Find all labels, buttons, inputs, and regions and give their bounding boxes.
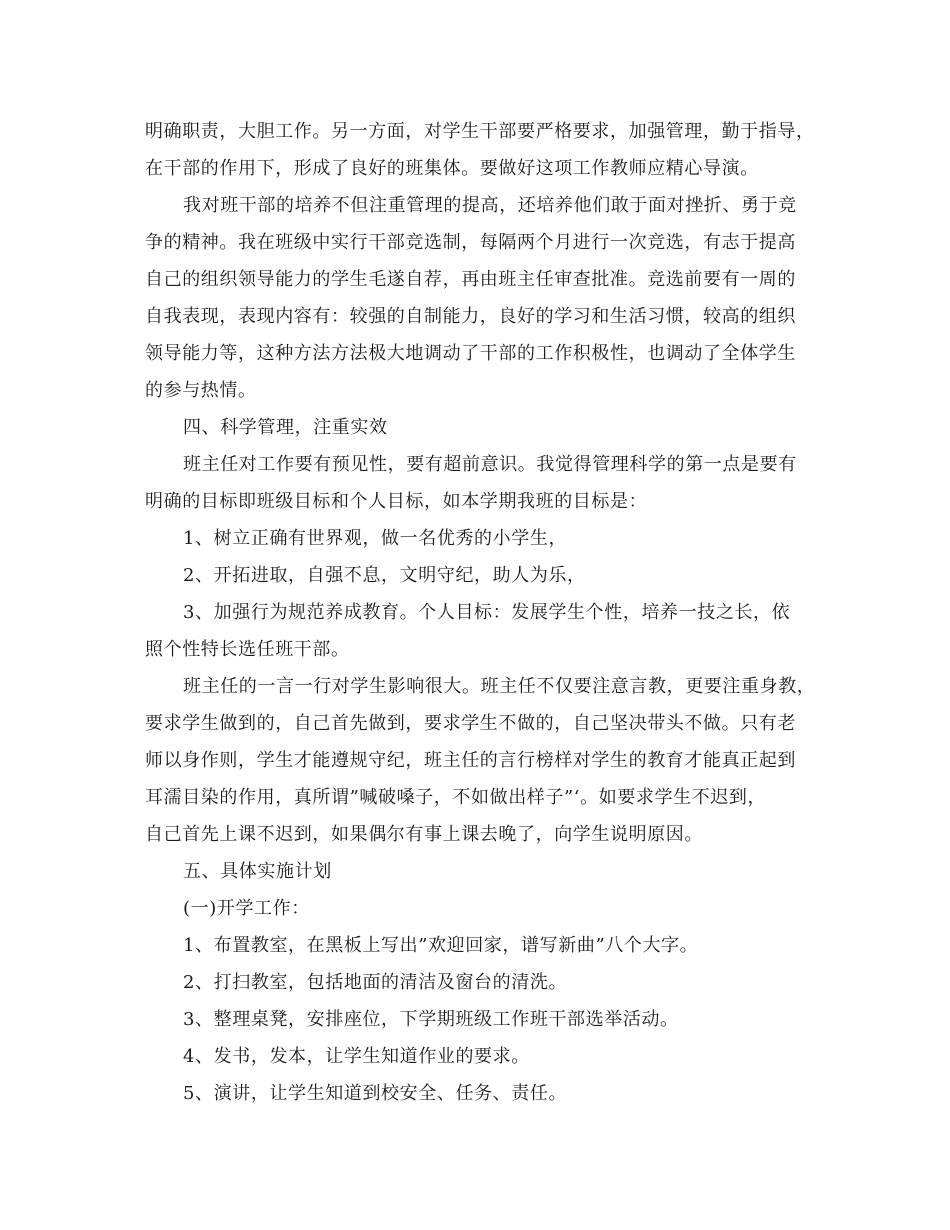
list-item: 3、整理桌凳，安排座位，下学期班级工作班干部选举活动。 [183,1009,679,1030]
text-line: 明确的目标即班级目标和个人目标，如本学期我班的目标是： [145,491,648,512]
text-line: 耳濡目染的作用，真所谓”喊破嗓子，不如做出样子”‘。如要求学生不迟到， [145,787,767,808]
text-line: 要求学生做到的，自己首先做到，要求学生不做的，自己坚决带头不做。只有老 [145,713,796,734]
text-line: 师以身作则，学生才能遵规守纪，班主任的言行榜样对学生的教育才能真正起到 [145,750,796,771]
subsection-heading: (一)开学工作： [183,898,310,919]
document-body [145,113,815,1112]
paragraph-start-line: 班主任对工作要有预见性，要有超前意识。我觉得管理科学的第一点是要有 [183,454,797,475]
list-item: 3、加强行为规范养成教育。个人目标：发展学生个性，培养一技之长，依 [183,602,791,623]
text-line: 照个性特长选任班干部。 [145,639,350,660]
text-line: 争的精神。我在班级中实行干部竞选制，每隔两个月进行一次竞选，有志于提高 [145,232,796,253]
paragraph-start-line: 班主任的一言一行对学生影响很大。班主任不仅要注意言教，更要注重身教， [183,676,816,697]
text-line: 的参与热情。 [145,380,257,401]
section-heading: 四、科学管理，注重实效 [183,417,388,438]
text-line: 自己的组织领导能力的学生毛遂自荐，再由班主任审查批准。竞选前要有一周的 [145,269,796,290]
list-item: 1、树立正确有世界观，做一名优秀的小学生， [183,528,568,549]
list-item: 2、打扫教室，包括地面的清洁及窗台的清洗。 [183,972,568,993]
text-line: 领导能力等，这种方法方法极大地调动了干部的工作积极性，也调动了全体学生 [145,343,796,364]
text-line: 明确职责，大胆工作。另一方面，对学生干部要严格要求，加强管理，勤于指导， [145,121,815,142]
paragraph-start-line: 我对班干部的培养不但注重管理的提高，还培养他们敢于面对挫折、勇于竞 [183,195,797,216]
section-heading: 五、具体实施计划 [183,861,332,882]
text-line: 自我表现，表现内容有：较强的自制能力，良好的学习和生活习惯，较高的组织 [145,306,796,327]
list-item: 2、开拓进取，自强不息，文明守纪，助人为乐， [183,565,586,586]
list-item: 1、布置教室，在黑板上写出”欢迎回家，谱写新曲”八个大字。 [183,935,699,956]
text-line: 自己首先上课不迟到，如果偶尔有事上课去晚了，向学生说明原因。 [145,824,703,845]
list-item: 4、发书，发本，让学生知道作业的要求。 [183,1046,530,1067]
list-item: 5、演讲，让学生知道到校安全、任务、责任。 [183,1083,568,1104]
text-line: 在干部的作用下，形成了良好的班集体。要做好这项工作教师应精心导演。 [145,158,759,179]
